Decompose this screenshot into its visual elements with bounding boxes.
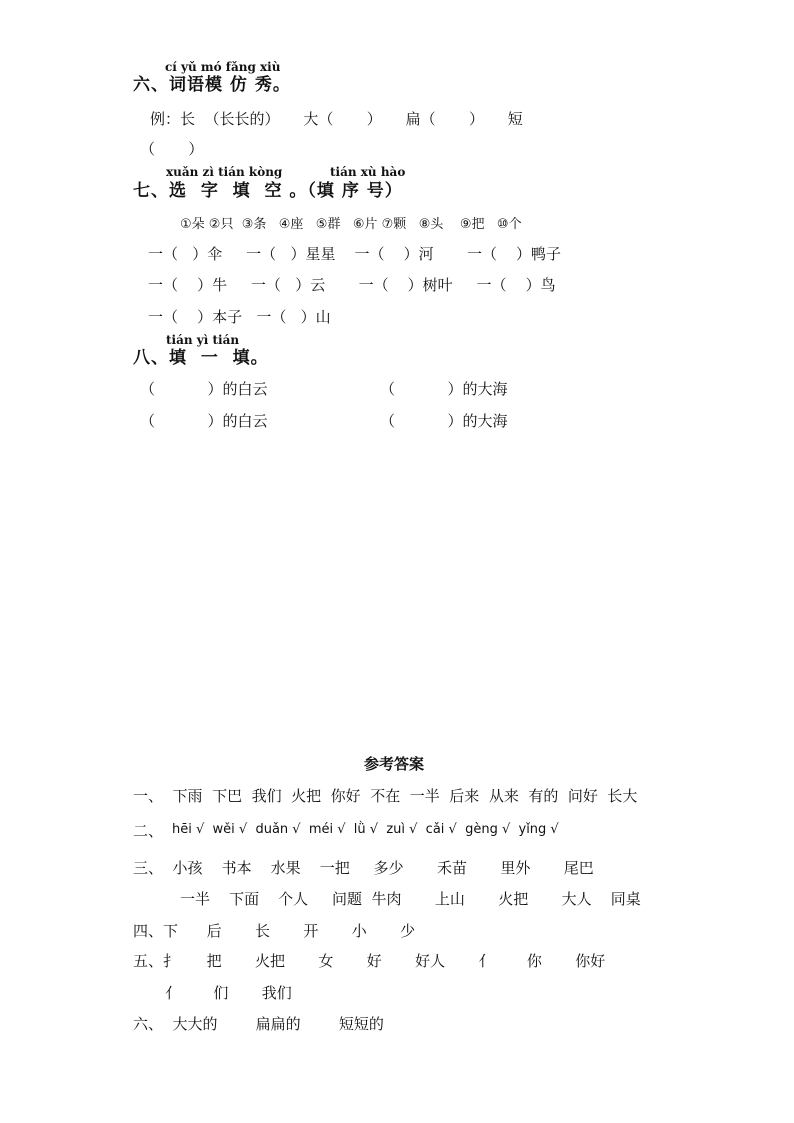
sec7-pinyin-2: tián xù hào [330, 165, 406, 179]
sec8-row-2-left: （ ）的白云 [140, 412, 268, 430]
answer-2: hēi √ wěi √ duǎn √ méi √ lǜ √ zuì √ cǎi √ gèng √ yǐng √ [172, 822, 559, 837]
answer-6: 六、 大大的 扁扁的 短短的 [133, 1015, 384, 1033]
sec8-heading: 八、填 一 填。 [133, 348, 269, 368]
sec7-row-3: 一（ ）本子 一（ ）山 [148, 308, 331, 326]
sec8-row-1-right: （ ）的大海 [380, 380, 508, 398]
answer-2-label: 二、 [133, 822, 164, 840]
answer-3-line-1: 三、 小孩 书本 水果 一把 多少 禾苗 里外 尾巴 [133, 859, 594, 877]
sec7-heading: 七、选 字 填 空 。（填 序 号） [133, 181, 403, 201]
sec6-heading: 六、词语模 仿 秀。 [133, 75, 291, 95]
sec8-row-1-left: （ ）的白云 [140, 380, 268, 398]
sec6-example-line: 例：长 （长长的） 大（ ） 扁（ ） 短 [150, 110, 523, 128]
answers-title: 参考答案 [364, 755, 425, 773]
sec7-row-2: 一（ ）牛 一（ ）云 一（ ）树叶 一（ ）鸟 [148, 276, 556, 294]
sec7-options: ①朵 ②只 ③条 ④座 ⑤群 ⑥片 ⑦颗 ⑧头 ⑨把 ⑩个 [180, 217, 522, 232]
answer-1: 一、 下雨 下巴 我们 火把 你好 不在 一半 后来 从来 有的 问好 长大 [133, 787, 638, 805]
answer-5-line-1: 五、扌 把 火把 女 好 好人 亻 你 你好 [133, 952, 606, 970]
sec8-row-2-right: （ ）的大海 [380, 412, 508, 430]
sec6-pinyin: cí yǔ mó fǎng xiù [165, 60, 281, 74]
sec6-example-line2: （ ） [140, 140, 204, 158]
sec8-pinyin: tián yì tián [166, 333, 240, 347]
sec7-row-1: 一（ ）伞 一（ ）星星 一（ ）河 一（ ）鸭子 [148, 245, 562, 263]
answer-5-line-2: 亻 们 我们 [165, 984, 292, 1002]
answer-4: 四、下 后 长 开 小 少 [133, 922, 416, 940]
sec7-pinyin-1: xuǎn zì tián kòng [166, 165, 283, 179]
answer-3-line-2: 一半 下面 个人 问题 牛肉 上山 火把 大人 同桌 [180, 890, 641, 908]
